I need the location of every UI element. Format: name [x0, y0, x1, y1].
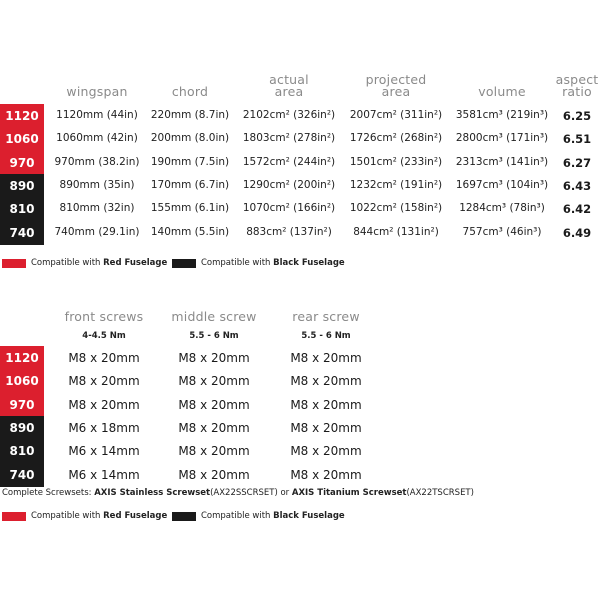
- size-tag: 1060: [0, 369, 44, 393]
- size-tag: 970: [0, 393, 44, 417]
- screwset-prefix: Complete Screwsets:: [2, 488, 92, 498]
- header-line: ratio: [562, 84, 592, 99]
- cell-middle-screw: M8 x 20mm: [178, 420, 250, 435]
- cell-middle-screw: M8 x 20mm: [178, 397, 250, 412]
- cell-actual-area: 1572cm² (244in²): [242, 155, 336, 168]
- size-tag: 1120: [0, 346, 44, 370]
- cell-front-screw: M6 x 18mm: [68, 420, 140, 435]
- table-row: [0, 151, 600, 175]
- header-line: actual: [269, 72, 309, 87]
- header-line: wingspan: [66, 84, 128, 99]
- cell-wingspan: 1120mm (44in): [56, 109, 138, 121]
- cell-volume: 2800cm³ (171in³): [455, 132, 549, 145]
- screwset-stainless-code: (AX22SSCRSET): [210, 488, 278, 498]
- cell-aspect-ratio: 6.49: [562, 225, 592, 240]
- header-chord: [145, 86, 235, 98]
- header-line: area: [274, 84, 304, 99]
- cell-chord: 220mm (8.7in): [150, 109, 230, 121]
- torque-rear-screw: 5.5 - 6 Nm: [301, 331, 351, 341]
- header-line: volume: [478, 84, 526, 99]
- table-row: [0, 369, 600, 393]
- size-tag: 890: [0, 416, 44, 440]
- table-row: [0, 127, 600, 151]
- cell-chord: 170mm (6.7in): [150, 178, 230, 191]
- table-row: [0, 104, 600, 128]
- cell-actual-area: 1803cm² (278in²): [242, 132, 336, 145]
- header-volume: [447, 86, 557, 98]
- legend-prefix: Compatible with: [201, 258, 271, 268]
- cell-actual-area: 883cm² (137in²): [246, 225, 332, 238]
- legend-bold: Red Fuselage: [103, 511, 168, 521]
- screwset-or: or: [280, 488, 290, 498]
- cell-volume: 1697cm³ (104in³): [455, 178, 549, 191]
- legend-prefix: Compatible with: [31, 511, 101, 521]
- header-aspect-ratio: [555, 74, 599, 98]
- cell-front-screw: M6 x 14mm: [68, 444, 140, 459]
- cell-projected-area: 1726cm² (268in²): [349, 132, 443, 145]
- cell-rear-screw: M8 x 20mm: [290, 397, 362, 412]
- screwset-stainless: AXIS Stainless Screwset: [94, 488, 211, 498]
- cell-middle-screw: M8 x 20mm: [178, 467, 250, 482]
- legend-prefix: Compatible with: [31, 258, 101, 268]
- cell-actual-area: 1070cm² (166in²): [242, 202, 336, 215]
- cell-wingspan: 1060mm (42in): [56, 132, 138, 145]
- black-fuselage-label: [201, 512, 345, 521]
- cell-rear-screw: M8 x 20mm: [290, 444, 362, 459]
- cell-front-screw: M8 x 20mm: [68, 374, 140, 389]
- header-projected-area: [341, 74, 451, 98]
- cell-aspect-ratio: 6.27: [562, 155, 592, 170]
- cell-chord: 140mm (5.5in): [150, 225, 230, 238]
- table-row: [0, 174, 600, 198]
- cell-middle-screw: M8 x 20mm: [178, 444, 250, 459]
- table-row: [0, 463, 600, 487]
- cell-middle-screw: M8 x 20mm: [178, 351, 250, 365]
- cell-volume: 2313cm³ (141in³): [455, 155, 549, 168]
- size-tag: 1120: [0, 104, 44, 128]
- cell-rear-screw: M8 x 20mm: [290, 374, 362, 389]
- cell-chord: 190mm (7.5in): [150, 155, 230, 168]
- black-fuselage-label: [201, 259, 345, 268]
- header-line: chord: [171, 84, 209, 99]
- table-row: [0, 416, 600, 440]
- cell-volume: 3581cm³ (219in³): [455, 109, 549, 121]
- cell-actual-area: 1290cm² (200in²): [242, 178, 336, 191]
- header-front-screws: front screws: [64, 309, 144, 324]
- cell-projected-area: 1501cm² (233in²): [349, 155, 443, 168]
- cell-front-screw: M6 x 14mm: [68, 467, 140, 482]
- size-tag: 810: [0, 197, 44, 221]
- table-row: [0, 197, 600, 221]
- header-line: projected: [365, 72, 427, 87]
- torque-middle-screw: 5.5 - 6 Nm: [189, 331, 239, 341]
- legend-prefix: Compatible with: [201, 511, 271, 521]
- cell-volume: 757cm³ (46in³): [462, 225, 542, 238]
- red-fuselage-label: [31, 259, 167, 268]
- red-fuselage-swatch: [2, 512, 26, 521]
- size-tag: 810: [0, 439, 44, 463]
- cell-wingspan: 970mm (38.2in): [54, 155, 140, 168]
- cell-middle-screw: M8 x 20mm: [178, 374, 250, 389]
- cell-aspect-ratio: 6.43: [562, 178, 592, 193]
- table-row: [0, 346, 600, 370]
- cell-projected-area: 844cm² (131in²): [353, 225, 439, 238]
- size-tag: 1060: [0, 127, 44, 151]
- cell-wingspan: 740mm (29.1in): [54, 225, 140, 238]
- red-fuselage-swatch: [2, 259, 26, 268]
- table-row: [0, 393, 600, 417]
- cell-projected-area: 2007cm² (311in²): [349, 109, 443, 121]
- screwset-titanium-code: (AX22TSCRSET): [406, 488, 474, 498]
- size-tag: 970: [0, 151, 44, 175]
- cell-front-screw: M8 x 20mm: [68, 351, 140, 365]
- size-tag: 740: [0, 221, 44, 245]
- legend-bold: Black Fuselage: [273, 258, 345, 268]
- cell-rear-screw: M8 x 20mm: [290, 351, 362, 365]
- cell-projected-area: 1232cm² (191in²): [349, 178, 443, 191]
- header-middle-screw: middle screw: [171, 309, 257, 324]
- cell-front-screw: M8 x 20mm: [68, 397, 140, 412]
- cell-aspect-ratio: 6.42: [562, 202, 592, 217]
- cell-aspect-ratio: 6.25: [562, 109, 592, 123]
- cell-wingspan: 890mm (35in): [59, 178, 135, 191]
- header-line: area: [381, 84, 411, 99]
- cell-rear-screw: M8 x 20mm: [290, 420, 362, 435]
- cell-actual-area: 2102cm² (326in²): [242, 109, 336, 121]
- cell-rear-screw: M8 x 20mm: [290, 467, 362, 482]
- legend-bold: Red Fuselage: [103, 258, 168, 268]
- header-line: aspect: [555, 72, 599, 87]
- legend-bold: Black Fuselage: [273, 511, 345, 521]
- red-fuselage-label: [31, 512, 167, 521]
- cell-chord: 155mm (6.1in): [150, 202, 230, 215]
- table-row: [0, 439, 600, 463]
- cell-aspect-ratio: 6.51: [562, 132, 592, 147]
- size-tag: 890: [0, 174, 44, 198]
- cell-wingspan: 810mm (32in): [59, 202, 135, 215]
- torque-front-screws: 4-4.5 Nm: [82, 331, 126, 341]
- screwset-titanium: AXIS Titanium Screwset: [291, 488, 407, 498]
- size-tag: 740: [0, 463, 44, 487]
- header-actual-area: [237, 74, 342, 98]
- table-row: [0, 221, 600, 245]
- header-rear-screw: rear screw: [292, 309, 360, 324]
- cell-chord: 200mm (8.0in): [150, 132, 230, 145]
- cell-volume: 1284cm³ (78in³): [459, 202, 545, 215]
- header-wingspan: [47, 86, 147, 98]
- black-fuselage-swatch: [172, 259, 196, 268]
- black-fuselage-swatch: [172, 512, 196, 521]
- screwset-note: [2, 488, 474, 498]
- cell-projected-area: 1022cm² (158in²): [349, 202, 443, 215]
